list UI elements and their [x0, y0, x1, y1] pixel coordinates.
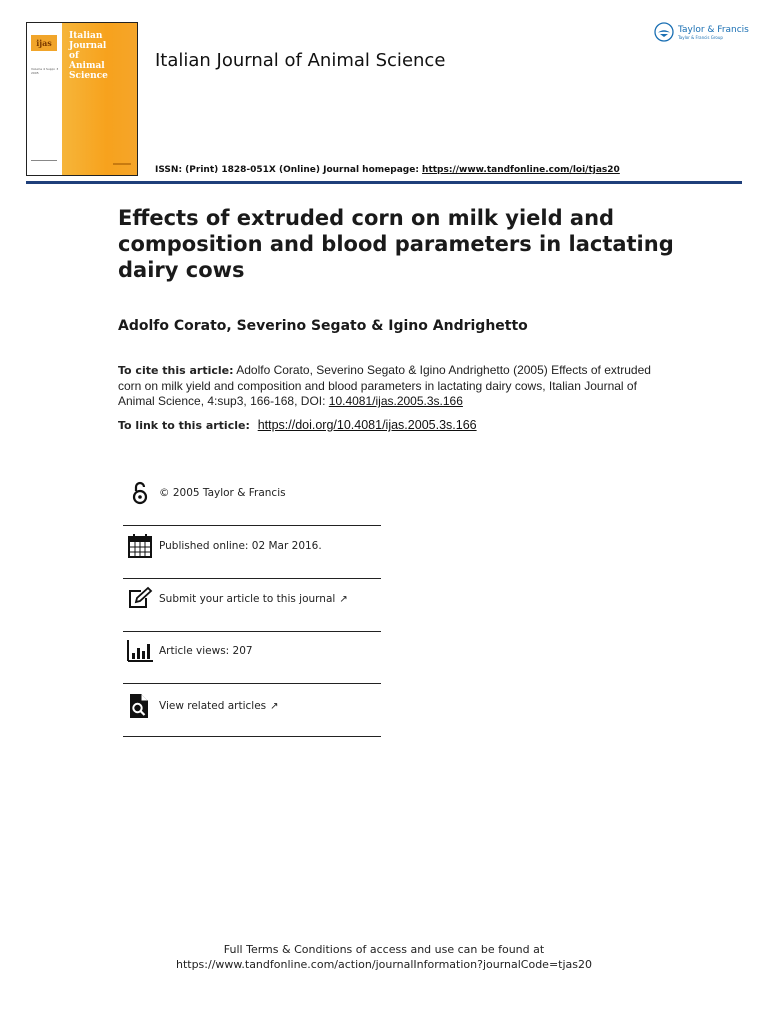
related-articles-label: View related articles	[159, 700, 267, 712]
article-views-row	[123, 625, 381, 677]
cover-title	[69, 31, 138, 81]
issn-line	[155, 165, 620, 175]
row-divider	[123, 736, 381, 737]
cover-title-line: of	[69, 51, 79, 61]
journal-title: Italian Journal of Animal Science	[155, 50, 446, 71]
publisher-name: Taylor & Francis	[678, 24, 749, 35]
related-articles-row[interactable]	[123, 680, 381, 732]
journal-cover-image	[26, 22, 138, 176]
cover-title-line: Journal	[69, 41, 107, 51]
footer-line-1: Full Terms & Conditions of access and use can be found at	[223, 943, 545, 956]
edit-icon	[127, 586, 153, 612]
cover-volume-text: Volume 4 Suppl. 3 2005	[31, 67, 59, 75]
cite-label: To cite this article:	[118, 364, 234, 377]
submit-article-link[interactable]	[159, 593, 348, 605]
search-document-icon	[127, 693, 153, 719]
citation-block	[118, 363, 658, 410]
published-row	[123, 520, 381, 572]
link-label: To link to this article:	[118, 419, 250, 432]
terms-footer	[0, 942, 768, 972]
article-link-line	[118, 418, 477, 432]
bar-chart-icon	[127, 638, 153, 664]
copyright-row	[123, 467, 381, 519]
publisher-subtitle: Taylor & Francis Group	[678, 34, 723, 40]
cover-title-line: Animal	[69, 61, 105, 71]
article-doi-url-link[interactable]: https://doi.org/10.4081/ijas.2005.3s.166	[257, 418, 477, 432]
article-authors: Adolfo Corato, Severino Segato & Igino Andrighetto	[118, 318, 528, 334]
cover-footer-bar	[113, 163, 131, 165]
journal-homepage-link[interactable]: https://www.tandfonline.com/loi/tjas20	[422, 165, 620, 175]
header-divider	[26, 181, 742, 184]
footer-terms-url[interactable]: https://www.tandfonline.com/action/journalInformation?journalCode=tjas20	[175, 958, 593, 971]
cite-text: Adolfo Corato, Severino Segato & Igino Andrighetto (2005) Effects of extruded corn on milk yield and composition and blood parameters in lactating dairy cows, Italian Journal of Animal Science, 4:sup3, 166-168, DOI:	[118, 363, 651, 408]
calendar-icon	[127, 533, 153, 559]
published-date-text: Published online: 02 Mar 2016.	[159, 540, 322, 552]
submit-article-label: Submit your article to this journal	[159, 593, 336, 605]
publisher-logo[interactable]	[654, 22, 749, 42]
article-views-text: Article views: 207	[159, 645, 253, 657]
external-link-icon: ↗	[339, 594, 348, 605]
taylor-francis-logo-icon	[654, 22, 674, 42]
doi-link[interactable]: 10.4081/ijas.2005.3s.166	[328, 394, 463, 408]
open-access-icon	[127, 480, 153, 506]
related-articles-link[interactable]	[159, 700, 279, 712]
issn-text: ISSN: (Print) 1828-051X (Online) Journal homepage:	[155, 165, 423, 175]
cover-title-line: Italian	[69, 31, 103, 41]
article-title: Effects of extruded corn on milk yield and composition and blood parameters in lactating dairy cows	[118, 206, 674, 282]
cover-logo: ijas	[31, 35, 57, 51]
cover-title-line: Science	[69, 71, 108, 81]
copyright-text: © 2005 Taylor & Francis	[159, 487, 286, 499]
external-link-icon: ↗	[270, 701, 279, 712]
submit-article-row[interactable]	[123, 573, 381, 625]
cover-footer-mark	[31, 160, 57, 167]
